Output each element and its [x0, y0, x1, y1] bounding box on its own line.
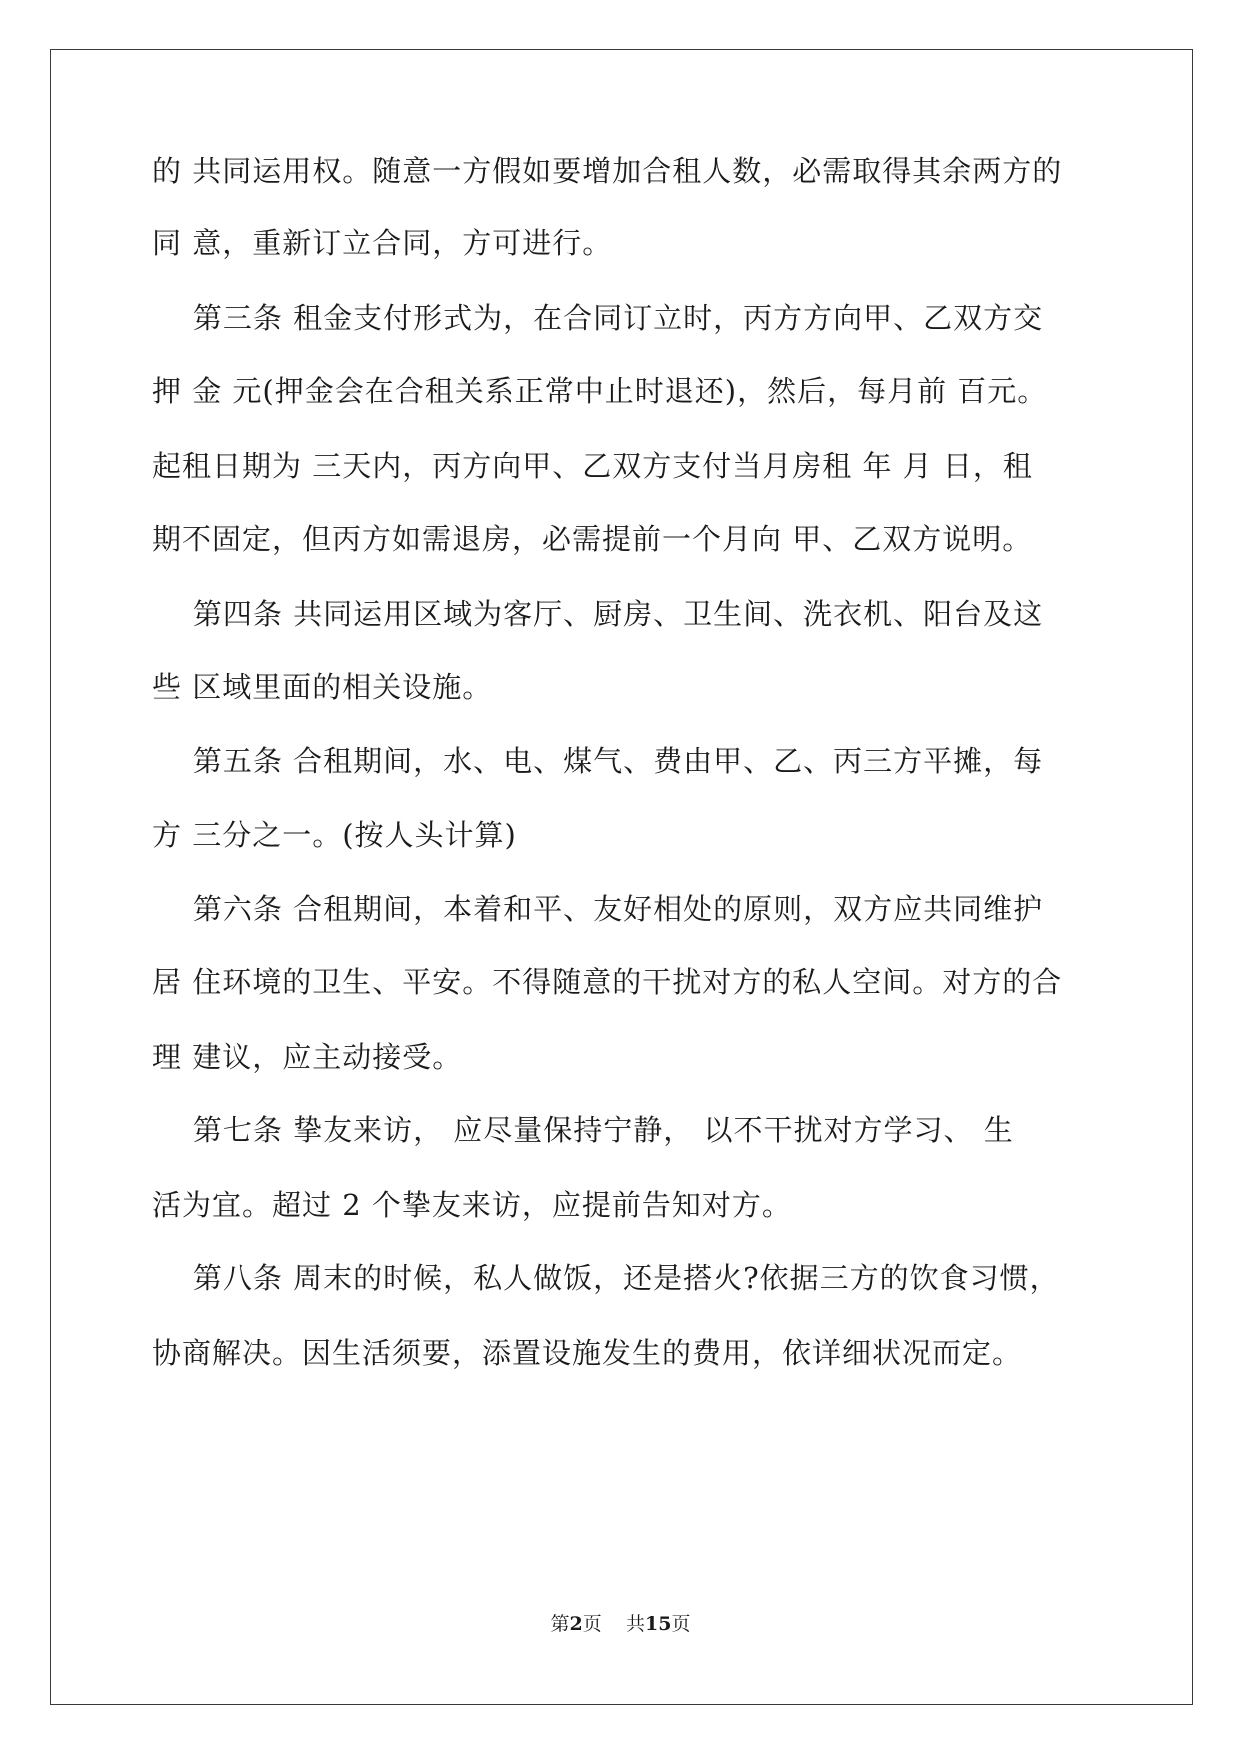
body-line-10: 方 三分之一。(按人头计算) [152, 818, 517, 852]
body-line-7: 第四条 共同运用区域为客厅、厨房、卫生间、洗衣机、阳台及这 [152, 597, 1044, 631]
body-line-5: 起租日期为 三天内，丙方向甲、乙双方支付当月房租 年 月 日，租 [152, 449, 1033, 483]
body-line-16: 第八条 周末的时候，私人做饭，还是搭火?依据三方的饮食习惯， [152, 1261, 1060, 1295]
footer-page-number: 2 [569, 1613, 583, 1635]
body-line-12: 居 住环境的卫生、平安。不得随意的干扰对方的私人空间。对方的合 [152, 965, 1063, 999]
body-line-3: 第三条 租金支付形式为，在合同订立时，丙方方向甲、乙双方交 [152, 301, 1044, 335]
body-line-15: 活为宜。超过 2 个挚友来访，应提前告知对方。 [152, 1188, 792, 1222]
body-line-9: 第五条 合租期间，水、电、煤气、费由甲、乙、丙三方平摊，每 [152, 744, 1044, 778]
page-footer [0, 1612, 1241, 1636]
body-line-6: 期不固定，但丙方如需退房，必需提前一个月向 甲、乙双方说明。 [152, 522, 1033, 556]
body-line-2: 同 意，重新订立合同，方可进行。 [152, 226, 613, 260]
body-line-4: 押 金 元(押金会在合租关系正常中止时退还)，然后，每月前 百元。 [152, 374, 1048, 408]
body-line-14: 第七条 挚友来访， 应尽量保持宁静， 以不干扰对方学习、 生 [152, 1113, 1014, 1147]
body-line-13: 理 建议，应主动接受。 [152, 1040, 463, 1074]
body-line-8: 些 区域里面的相关设施。 [152, 670, 493, 704]
body-line-17: 协商解决。因生活须要，添置设施发生的费用，依详细状况而定。 [152, 1336, 1023, 1370]
footer-total-suffix: 页 [671, 1613, 691, 1635]
body-line-11: 第六条 合租期间，本着和平、友好相处的原则，双方应共同维护 [152, 892, 1044, 926]
footer-total-pages: 15 [644, 1613, 672, 1635]
footer-page-prefix: 第 [550, 1613, 570, 1635]
body-line-1: 的 共同运用权。随意一方假如要增加合租人数，必需取得其余两方的 [152, 154, 1063, 188]
footer-page-suffix: 页 [582, 1613, 602, 1635]
footer-total-prefix: 共 [625, 1613, 645, 1635]
